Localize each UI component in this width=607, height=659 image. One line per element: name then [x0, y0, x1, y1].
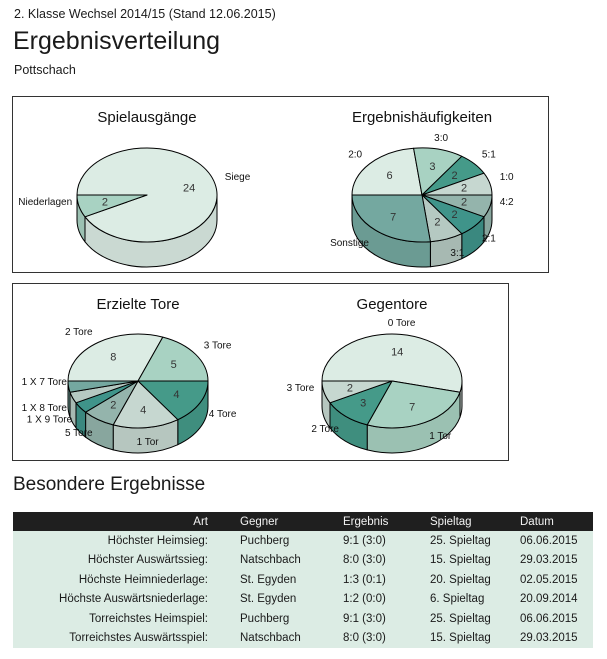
league-header: 2. Klasse Wechsel 2014/15 (Stand 12.06.2015) — [14, 7, 276, 21]
cell-datum: 02.05.2015 — [508, 570, 593, 590]
cell-art: Höchste Auswärtsniederlage: — [13, 590, 228, 610]
cell-datum: 20.09.2014 — [508, 590, 593, 610]
cell-datum: 29.03.2015 — [508, 629, 593, 649]
pie-label: 2:0 — [348, 149, 363, 161]
cell-art: Höchster Heimsieg: — [13, 531, 228, 551]
cell-datum: 06.06.2015 — [508, 531, 593, 551]
pie-value: 7 — [409, 401, 416, 414]
pie-label: Niederlagen — [18, 197, 73, 209]
table-row — [13, 590, 593, 610]
table-header-row — [13, 512, 593, 531]
table-row — [13, 570, 593, 590]
pie-label: 3:0 — [434, 133, 449, 144]
chart-title: Ergebnishäufigkeiten — [351, 109, 493, 126]
pie-value: 3 — [429, 161, 436, 174]
table-row — [13, 531, 593, 551]
panel-game-outcomes — [12, 96, 549, 273]
cell-gegner: Puchberg — [228, 609, 331, 629]
pie-value: 2 — [461, 196, 468, 209]
team-name: Pottschach — [14, 63, 76, 77]
column-header-art: Art — [13, 512, 228, 531]
pie-value: 2 — [101, 196, 108, 209]
cell-gegner: Natschbach — [228, 551, 331, 571]
table-row — [13, 551, 593, 571]
cell-art: Torreichstes Auswärtsspiel: — [13, 629, 228, 649]
cell-spieltag: 6. Spieltag — [418, 590, 508, 610]
pie-value: 3 — [360, 397, 367, 410]
pie-label: 5 Tore — [64, 427, 93, 439]
pie-value: 5 — [170, 358, 177, 371]
cell-gegner: St. Egyden — [228, 570, 331, 590]
pie-value: 24 — [182, 182, 196, 195]
column-header-datum: Datum — [508, 512, 593, 531]
panel-goals — [12, 283, 509, 461]
pie-label: 1:0 — [499, 171, 514, 183]
pie-value: 14 — [391, 346, 404, 359]
column-header-gegner: Gegner — [228, 512, 331, 531]
cell-ergebnis: 8:0 (3:0) — [331, 551, 418, 571]
cell-ergebnis: 1:3 (0:1) — [331, 570, 418, 590]
pie-value: 2 — [110, 399, 117, 412]
pie-label: 3 Tore — [286, 383, 315, 395]
column-header-ergebnis: Ergebnis — [331, 512, 418, 531]
pie-label: 0 Tore — [387, 317, 416, 329]
pie-label: 4 Tore — [208, 408, 237, 420]
cell-datum: 06.06.2015 — [508, 609, 593, 629]
pie-value: 7 — [390, 211, 397, 224]
cell-spieltag: 15. Spieltag — [418, 551, 508, 571]
cell-art: Höchster Auswärtssieg: — [13, 551, 228, 571]
pie-label: 3 Tore — [203, 340, 232, 352]
pie-chart-ergebnishaeufigkeiten — [282, 97, 548, 270]
pie-value: 2 — [451, 208, 458, 221]
cell-art: Torreichstes Heimspiel: — [13, 609, 228, 629]
pie-label: Sonstige — [330, 237, 369, 249]
pie-value: 4 — [173, 389, 180, 401]
pie-label: Siege — [224, 171, 251, 183]
pie-chart-spielausgaenge — [13, 97, 282, 270]
table-row — [13, 629, 593, 649]
pie-label: 1 Tor — [136, 436, 159, 448]
pie-label: 1 X 9 Tore — [26, 414, 73, 426]
cell-gegner: St. Egyden — [228, 590, 331, 610]
cell-spieltag: 15. Spieltag — [418, 629, 508, 649]
pie-value: 6 — [386, 170, 393, 183]
page-title: Ergebnisverteilung — [13, 27, 221, 55]
pie-label: 1 X 8 Tore — [21, 403, 67, 414]
cell-spieltag: 20. Spieltag — [418, 570, 508, 590]
pie-value: 2 — [451, 170, 458, 183]
cell-ergebnis: 1:2 (0:0) — [331, 590, 418, 610]
cell-ergebnis: 9:1 (3:0) — [331, 609, 418, 629]
chart-title: Gegentore — [356, 296, 428, 313]
cell-spieltag: 25. Spieltag — [418, 531, 508, 551]
cell-gegner: Natschbach — [228, 629, 331, 649]
pie-value: 2 — [434, 216, 441, 229]
pie-value: 2 — [461, 182, 468, 195]
pie-label: 3:1 — [450, 247, 465, 259]
pie-chart-gegentore — [262, 284, 508, 458]
pie-label: 4:2 — [499, 197, 514, 209]
pie-label: 1 Tor — [429, 431, 452, 443]
pie-value: 8 — [110, 351, 117, 364]
pie-label: 2 Tore — [311, 423, 339, 435]
cell-spieltag: 25. Spieltag — [418, 609, 508, 629]
cell-ergebnis: 9:1 (3:0) — [331, 531, 418, 551]
pie-value: 2 — [346, 382, 353, 395]
pie-label: 2:1 — [481, 233, 496, 245]
pie-label: 1 X 7 Tore — [21, 376, 67, 388]
results-table — [13, 512, 593, 648]
cell-ergebnis: 8:0 (3:0) — [331, 629, 418, 649]
chart-title: Spielausgänge — [97, 109, 197, 126]
cell-datum: 29.03.2015 — [508, 551, 593, 571]
column-header-spieltag: Spieltag — [418, 512, 508, 531]
cell-art: Höchste Heimniederlage: — [13, 570, 228, 590]
pie-label: 5:1 — [481, 149, 496, 161]
cell-gegner: Puchberg — [228, 531, 331, 551]
pie-chart-erzielte-tore — [13, 284, 262, 458]
table-row — [13, 609, 593, 629]
pie-value: 4 — [140, 404, 147, 417]
pie-label: 2 Tore — [64, 326, 93, 338]
section-title: Besondere Ergebnisse — [13, 474, 206, 495]
chart-title: Erzielte Tore — [96, 296, 180, 313]
